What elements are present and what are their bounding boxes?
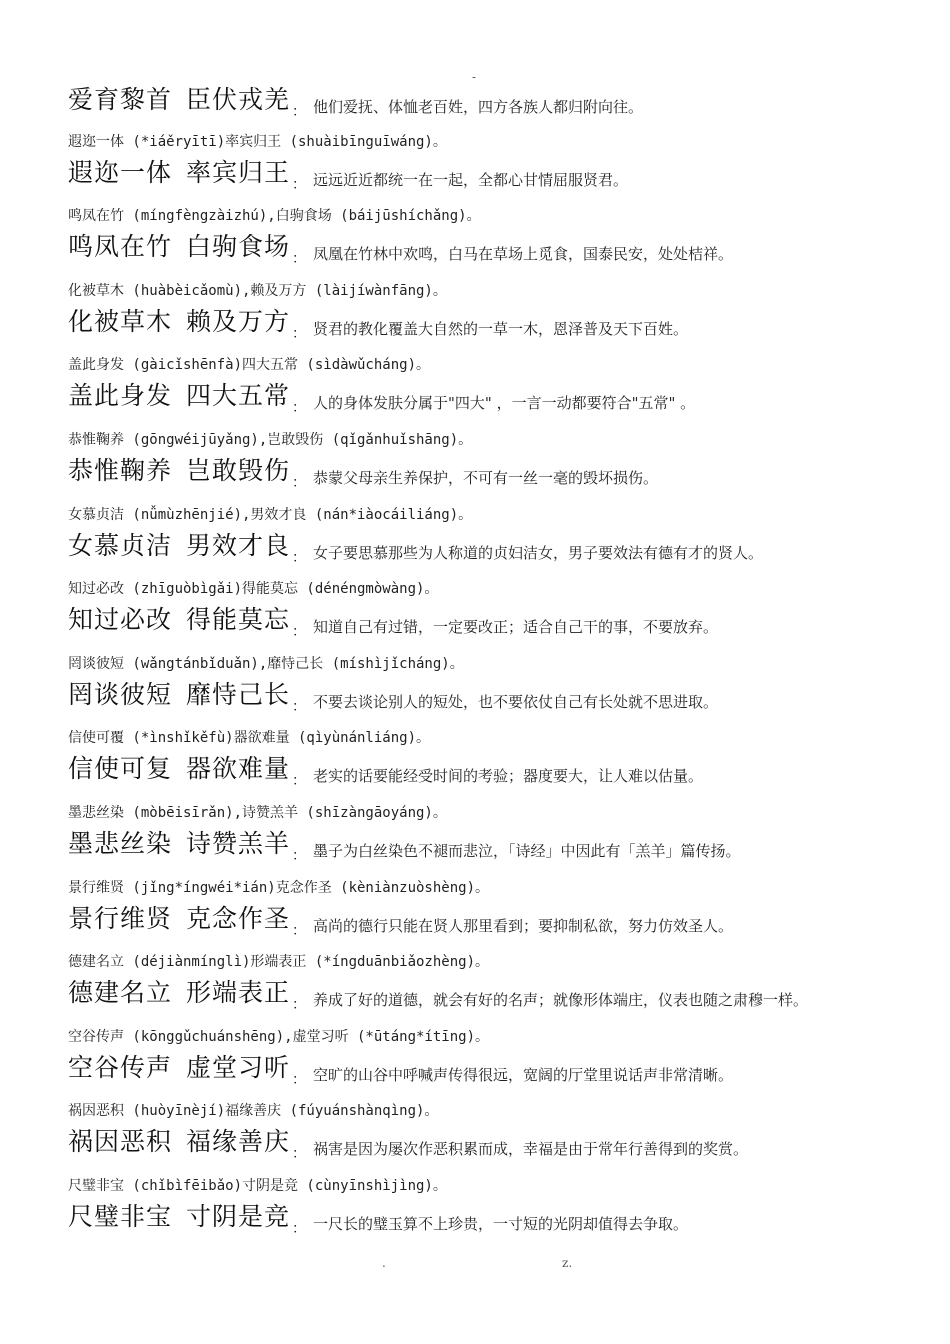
pinyin-line: 尺璧非宝 (chǐbìfēibǎo)寸阴是竞 (cùnyīnshìjìng)。 (68, 1178, 447, 1194)
headline (68, 153, 307, 193)
pinyin-line: 罔谈彼短 (wǎngtánbǐduǎn),靡恃己长 (míshìjǐcháng)。 (68, 655, 464, 672)
phrase-first: 鸣凤在竹 (68, 232, 173, 262)
headline (68, 80, 307, 120)
entry (0, 133, 950, 212)
phrase-second: 率宾归王 (186, 157, 291, 187)
header-mark: - (472, 70, 477, 84)
entry (0, 62, 950, 137)
meaning-text: 高尚的德行只能在贤人那里看到；要抑制私欲，努力仿效圣人。 (313, 916, 734, 935)
entry (0, 1178, 950, 1256)
pinyin-line: 恭惟鞠养 (gōngwéijūyǎng),岂敢毁伤 (qǐgǎnhuǐshāng)。 (68, 432, 473, 448)
entry (0, 506, 950, 585)
pinyin-line: 遐迩一体 (*iáěryītī)率宾归王 (shuàibīnguīwáng)。 (68, 133, 447, 150)
phrase-second: 四大五常 (186, 381, 291, 411)
entry (0, 954, 950, 1032)
colon: ： (292, 922, 307, 939)
colon: ： (292, 624, 307, 641)
pinyin-line: 知过必改 (zhīguòbìgǎi)得能莫忘 (dénéngmòwàng)。 (68, 581, 439, 598)
entry (0, 208, 950, 286)
phrase-first: 墨悲丝染 (68, 829, 173, 858)
phrase-first: 德建名立 (68, 978, 173, 1008)
colon: ： (292, 1071, 307, 1088)
colon: ： (292, 400, 307, 417)
phrase-second: 诗赞羔羊 (186, 829, 291, 858)
entry (0, 1103, 950, 1181)
headline (68, 600, 307, 641)
entry (0, 432, 950, 510)
pinyin-line: 化被草木 (huàbèicǎomù),赖及万方 (làijíwànfāng)。 (68, 282, 447, 299)
colon: ： (292, 773, 307, 790)
pinyin-line: 墨悲丝染 (mòbēisīrǎn),诗赞羔羊 (shīzàngāoyáng)。 (68, 805, 447, 821)
headline (68, 1048, 307, 1088)
colon: ： (292, 997, 307, 1014)
meaning-text: 老实的话要能经受时间的考验；器度要大，让人难以估量。 (313, 767, 704, 786)
meaning-text: 不要去谈论别人的短处，也不要依仗自己有长处就不思进取。 (313, 692, 719, 711)
phrase-first: 景行维贤 (68, 903, 173, 933)
footer-dot: . (382, 1256, 386, 1270)
phrase-second: 福缘善庆 (186, 1127, 291, 1157)
headline (68, 973, 307, 1014)
phrase-second: 克念作圣 (186, 903, 291, 933)
colon: ： (292, 325, 307, 342)
headline (68, 675, 307, 715)
pinyin-line: 空谷传声 (kōnggǔchuánshēng),虚堂习听 (*ūtáng*ítīng)。 (68, 1028, 490, 1045)
entry (0, 730, 950, 808)
phrase-second: 形端表正 (186, 978, 291, 1008)
phrase-first: 尺璧非宝 (68, 1202, 173, 1231)
phrase-first: 信使可复 (68, 754, 173, 784)
phrase-first: 空谷传声 (68, 1052, 173, 1082)
phrase-first: 遐迩一体 (68, 157, 173, 187)
phrase-first: 盖此身发 (68, 381, 173, 411)
footer-z: z. (562, 1256, 573, 1270)
headline (68, 899, 307, 939)
colon: ： (292, 1146, 307, 1163)
phrase-second: 得能莫忘 (186, 605, 291, 635)
meaning-text: 墨子为白丝染色不褪而悲泣，「诗经」中因此有「羔羊」篇传扬。 (313, 842, 741, 860)
headline (68, 749, 307, 790)
meaning-text: 空旷的山谷中呼喊声传得很远，宽阔的厅堂里说话声非常清晰。 (313, 1065, 734, 1084)
meaning-text: 一尺长的璧玉算不上珍贵，一寸短的光阴却值得去争取。 (313, 1215, 689, 1233)
headline (68, 376, 307, 417)
entry (0, 1028, 950, 1107)
meaning-text: 恭蒙父母亲生养保护，不可有一丝一毫的毁坏损伤。 (313, 469, 659, 487)
colon: ： (292, 251, 307, 268)
phrase-second: 靡恃己长 (186, 679, 291, 709)
phrase-second: 白驹食场 (186, 232, 291, 262)
phrase-first: 化被草木 (68, 306, 173, 336)
pinyin-line: 信使可覆 (*ìnshǐkěfù)器欲难量 (qìyùnánliáng)。 (68, 730, 431, 747)
pinyin-line: 景行维贤 (jǐng*íngwéi*ián)克念作圣 (kèniànzuòshèng)。 (68, 879, 490, 896)
phrase-first: 罔谈彼短 (68, 679, 173, 709)
meaning-text: 远远近近都统一在一起，全都心甘情屈服贤君。 (313, 170, 629, 189)
headline (68, 302, 307, 342)
phrase-second: 虚堂习听 (186, 1052, 291, 1082)
meaning-text: 他们爱抚、体恤老百姓，四方各族人都归附向往。 (313, 98, 644, 116)
pinyin-line: 盖此身发 (gàicǐshēnfà)四大五常 (sìdàwǔcháng)。 (68, 357, 431, 374)
phrase-first: 恭惟鞠养 (68, 456, 173, 485)
pinyin-line: 女慕贞洁 (nǚmùzhēnjié),男效才良 (nán*iàocáiliáng)。 (68, 506, 473, 523)
pinyin-line: 鸣凤在竹 (míngfèngzàizhú),白驹食场 (báijūshíchǎng)。 (68, 208, 481, 225)
headline (68, 526, 307, 566)
headline (68, 227, 307, 268)
entry (0, 805, 950, 883)
phrase-first: 知过必改 (68, 605, 173, 635)
meaning-text: 贤君的教化覆盖大自然的一草一木，恩泽普及天下百姓。 (313, 319, 689, 338)
entry (0, 581, 950, 659)
phrase-second: 赖及万方 (186, 306, 291, 336)
colon: ： (292, 1221, 307, 1237)
colon: ： (292, 848, 307, 864)
entry (0, 879, 950, 958)
phrase-first: 祸因恶积 (68, 1127, 173, 1157)
colon: ： (292, 698, 307, 715)
pinyin-line: 德建名立 (déjiànmínglì)形端表正 (*íngduānbiǎozhèng)。 (68, 954, 490, 971)
colon: ： (292, 176, 307, 193)
colon: ： (292, 475, 307, 491)
headline (68, 451, 307, 491)
colon: ： (292, 549, 307, 566)
phrase-first: 爱育黎首 (68, 85, 173, 114)
phrase-first: 女慕贞洁 (68, 530, 173, 560)
meaning-text: 人的身体发肤分属于"四大" ，一言一动都要符合"五常" 。 (313, 394, 696, 413)
colon: ： (292, 104, 307, 120)
meaning-text: 养成了好的道德，就会有好的名声；就像形体端庄，仪表也随之肃穆一样。 (313, 991, 809, 1010)
entry (0, 282, 950, 361)
entry (0, 655, 950, 734)
meaning-text: 凤凰在竹林中欢鸣，白马在草场上觅食，国泰民安，处处桔祥。 (313, 245, 734, 264)
headline (68, 824, 307, 864)
meaning-text: 女子要思慕那些为人称道的贞妇洁女，男子要效法有德有才的贤人。 (313, 543, 764, 562)
meaning-text: 祸害是因为屡次作恶积累而成，幸福是由于常年行善得到的奖赏。 (313, 1140, 749, 1159)
phrase-second: 岂敢毁伤 (186, 456, 291, 485)
meaning-text: 知道自己有过错，一定要改正；适合自己干的事，不要放弃。 (313, 618, 719, 637)
headline (68, 1122, 307, 1163)
phrase-second: 寸阴是竞 (186, 1202, 291, 1231)
pinyin-line: 祸因恶积 (huòyīnèjí)福缘善庆 (fúyuánshànqìng)。 (68, 1103, 439, 1120)
headline (68, 1197, 307, 1237)
phrase-second: 臣伏戎羌 (186, 85, 291, 114)
phrase-second: 器欲难量 (186, 754, 291, 784)
phrase-second: 男效才良 (186, 530, 291, 560)
entry (0, 357, 950, 435)
